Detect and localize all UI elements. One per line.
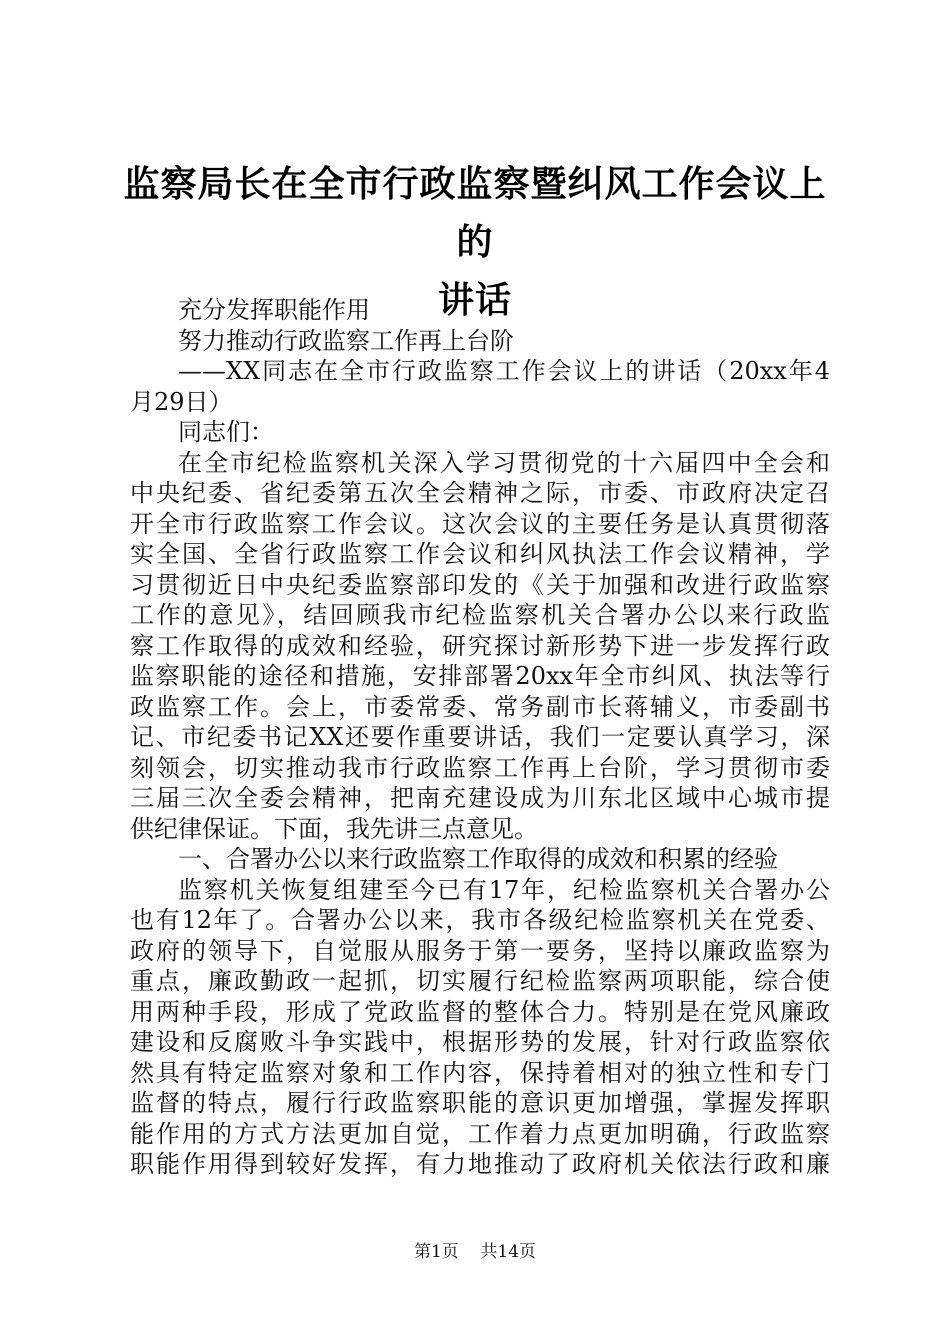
body-line: 开全市行政监察工作会议。这次会议的主要任务是认真贯彻落: [130, 509, 830, 538]
title-line-1: 监察局长在全市行政监察暨纠风工作会议上的: [123, 164, 827, 263]
body-line: 三届三次全委会精神，把南充建设成为川东北区域中心城市提: [130, 784, 830, 812]
body-line: 建设和反腐败斗争实践中，根据形势的发展，针对行政监察依: [130, 1028, 830, 1056]
body-line: 实全国、全省行政监察工作会议和纠风执法工作会议精神，学: [130, 540, 830, 568]
body-line: 努力推动行政监察工作再上台阶: [178, 326, 514, 355]
body-line: 用两种手段，形成了党政监督的整体合力。特别是在党风廉政: [130, 997, 830, 1026]
body-line: 察工作取得的成效和经验，研究探讨新形势下进一步发挥行政: [130, 631, 830, 660]
page-number: 第1页: [413, 1242, 459, 1262]
body-line: 充分发挥职能作用: [178, 296, 370, 324]
body-line: ——XX同志在全市行政监察工作会议上的讲话（20xx年4: [178, 357, 830, 385]
body-line: 刻领会，切实推动我市行政监察工作再上台阶，学习贯彻市委: [130, 753, 830, 782]
body-line: 然具有特定监察对象和工作内容，保持着相对的独立性和专门: [130, 1058, 830, 1087]
body-line: 在全市纪检监察机关深入学习贯彻党的十六届四中全会和: [178, 448, 830, 477]
body-line: 政府的领导下，自觉服从服务于第一要务，坚持以廉政监察为: [130, 936, 830, 965]
body-line: 政监察工作。会上，市委常委、常务副市长蒋辅义，市委副书: [130, 692, 830, 721]
body-line: 也有12年了。合署办公以来，我市各级纪检监察机关在党委、: [130, 906, 830, 934]
body-line: 记、市纪委书记XX还要作重要讲话，我们一定要认真学习，深: [130, 723, 830, 751]
body-line: 职能作用得到较好发挥，有力地推动了政府机关依法行政和廉: [130, 1150, 830, 1178]
body-line: 工作的意见》，结回顾我市纪检监察机关合署办公以来行政监: [130, 601, 830, 629]
body-line: 中央纪委、省纪委第五次全会精神之际，市委、市政府决定召: [130, 479, 830, 507]
title-line-2: 讲话: [437, 280, 512, 321]
body-line: 重点，廉政勤政一起抓，切实履行纪检监察两项职能，综合使: [130, 967, 830, 995]
document-body: [130, 295, 830, 1180]
body-line: 同志们：: [178, 418, 274, 446]
page-footer: [0, 1241, 950, 1263]
page-total: 共14页: [480, 1242, 537, 1262]
body-line: 供纪律保证。下面，我先讲三点意见。: [130, 814, 538, 843]
body-line: 月29日）: [130, 387, 233, 416]
body-line: 监督的特点，履行行政监察职能的意识更加增强，掌握发挥职: [130, 1089, 830, 1117]
footer-gap: [464, 1242, 475, 1262]
body-line: 习贯彻近日中央纪委监察部印发的《关于加强和改进行政监察: [130, 570, 830, 599]
body-line: 监察职能的途径和措施，安排部署20xx年全市纠风、执法等行: [130, 662, 830, 690]
body-line: 能作用的方式方法更加自觉，工作着力点更加明确，行政监察: [130, 1119, 830, 1148]
body-line: 监察机关恢复组建至今已有17年，纪检监察机关合署办公: [178, 875, 830, 904]
body-line: 一、合署办公以来行政监察工作取得的成效和积累的经验: [178, 845, 778, 873]
